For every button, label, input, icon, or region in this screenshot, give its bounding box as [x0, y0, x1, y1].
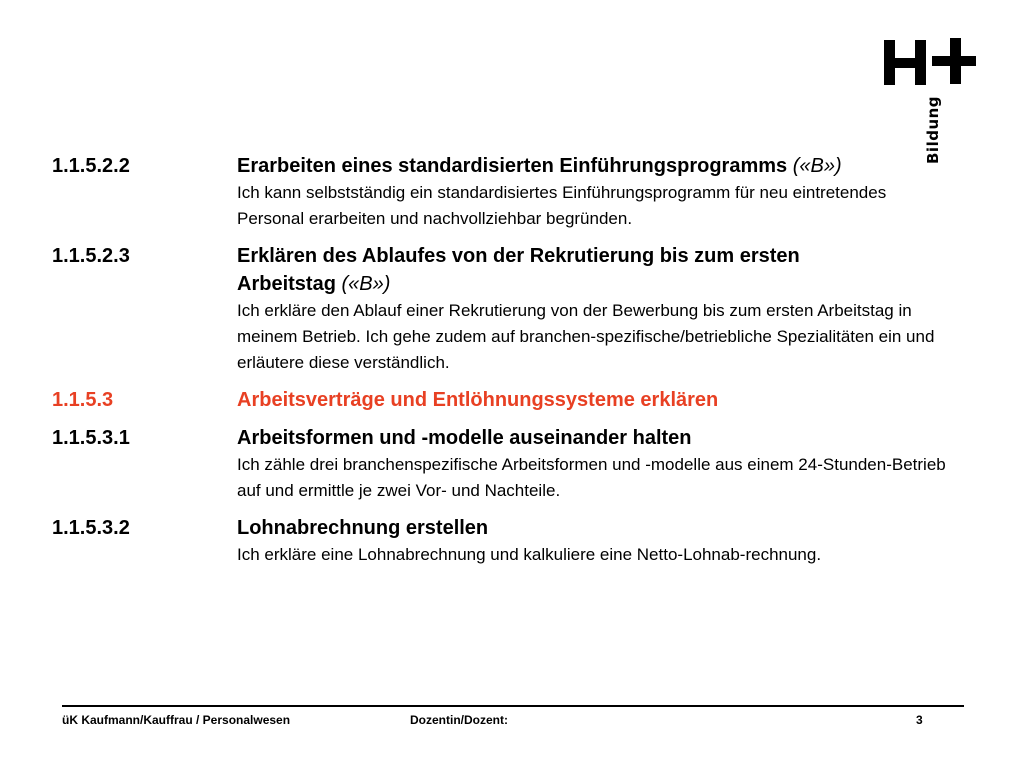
objective-number: 1.1.5.3	[52, 389, 114, 411]
logo-subtext: Bildung	[924, 95, 942, 164]
footer-course: üK Kaufmann/Kauffrau / Personalwesen	[62, 713, 291, 727]
objective-description: Ich kann selbstständig ein standardisiertes Einführungsprogramm für neu eintretendes Personal erarbeiten und nachvollziehbar begründen.	[237, 183, 887, 228]
objective-title: Lohnabrechnung erstellen	[237, 517, 489, 539]
objective-item-highlighted	[52, 386, 952, 414]
objectives-list	[52, 152, 952, 578]
footer-divider	[62, 705, 964, 707]
objective-title: Arbeitsformen und -modelle auseinander halten	[237, 427, 692, 449]
footer-lecturer: Dozentin/Dozent:	[410, 713, 508, 727]
objective-tag: («B»)	[792, 155, 842, 177]
objective-item	[52, 514, 952, 568]
objective-description: Ich erkläre eine Lohnabrechnung und kalkuliere eine Netto-Lohnab-rechnung.	[237, 545, 822, 564]
objective-description: Ich zähle drei branchenspezifische Arbeitsformen und -modelle aus einem 24-Stunden-Betrieb auf und ermittle je zwei Vor- und Nachteile.	[237, 455, 946, 500]
objective-number: 1.1.5.3.1	[52, 427, 130, 449]
objective-description: Ich erkläre den Ablauf einer Rekrutierung von der Bewerbung bis zum ersten Arbeitstag in meinem Betrieb. Ich gehe zudem auf branchen-spezifische/betriebliche Spezialitäten ein und erläutere diese verständlich.	[237, 301, 935, 372]
objective-title: Arbeitsverträge und Entlöhnungssysteme erklären	[237, 389, 719, 411]
objective-item	[52, 242, 952, 376]
h-plus-logo-icon	[884, 38, 976, 86]
objective-item	[52, 424, 952, 504]
objective-number: 1.1.5.3.2	[52, 517, 130, 539]
objective-number: 1.1.5.2.3	[52, 245, 130, 267]
objective-title: Erklären des Ablaufes von der Rekrutierung bis zum ersten Arbeitstag («B»)	[237, 245, 800, 295]
objective-number: 1.1.5.2.2	[52, 155, 130, 177]
objective-item	[52, 152, 952, 232]
objective-tag: («B»)	[341, 273, 391, 295]
page-number: 3	[916, 713, 923, 727]
objective-title: Erarbeiten eines standardisierten Einführungsprogramms («B»)	[237, 155, 842, 177]
